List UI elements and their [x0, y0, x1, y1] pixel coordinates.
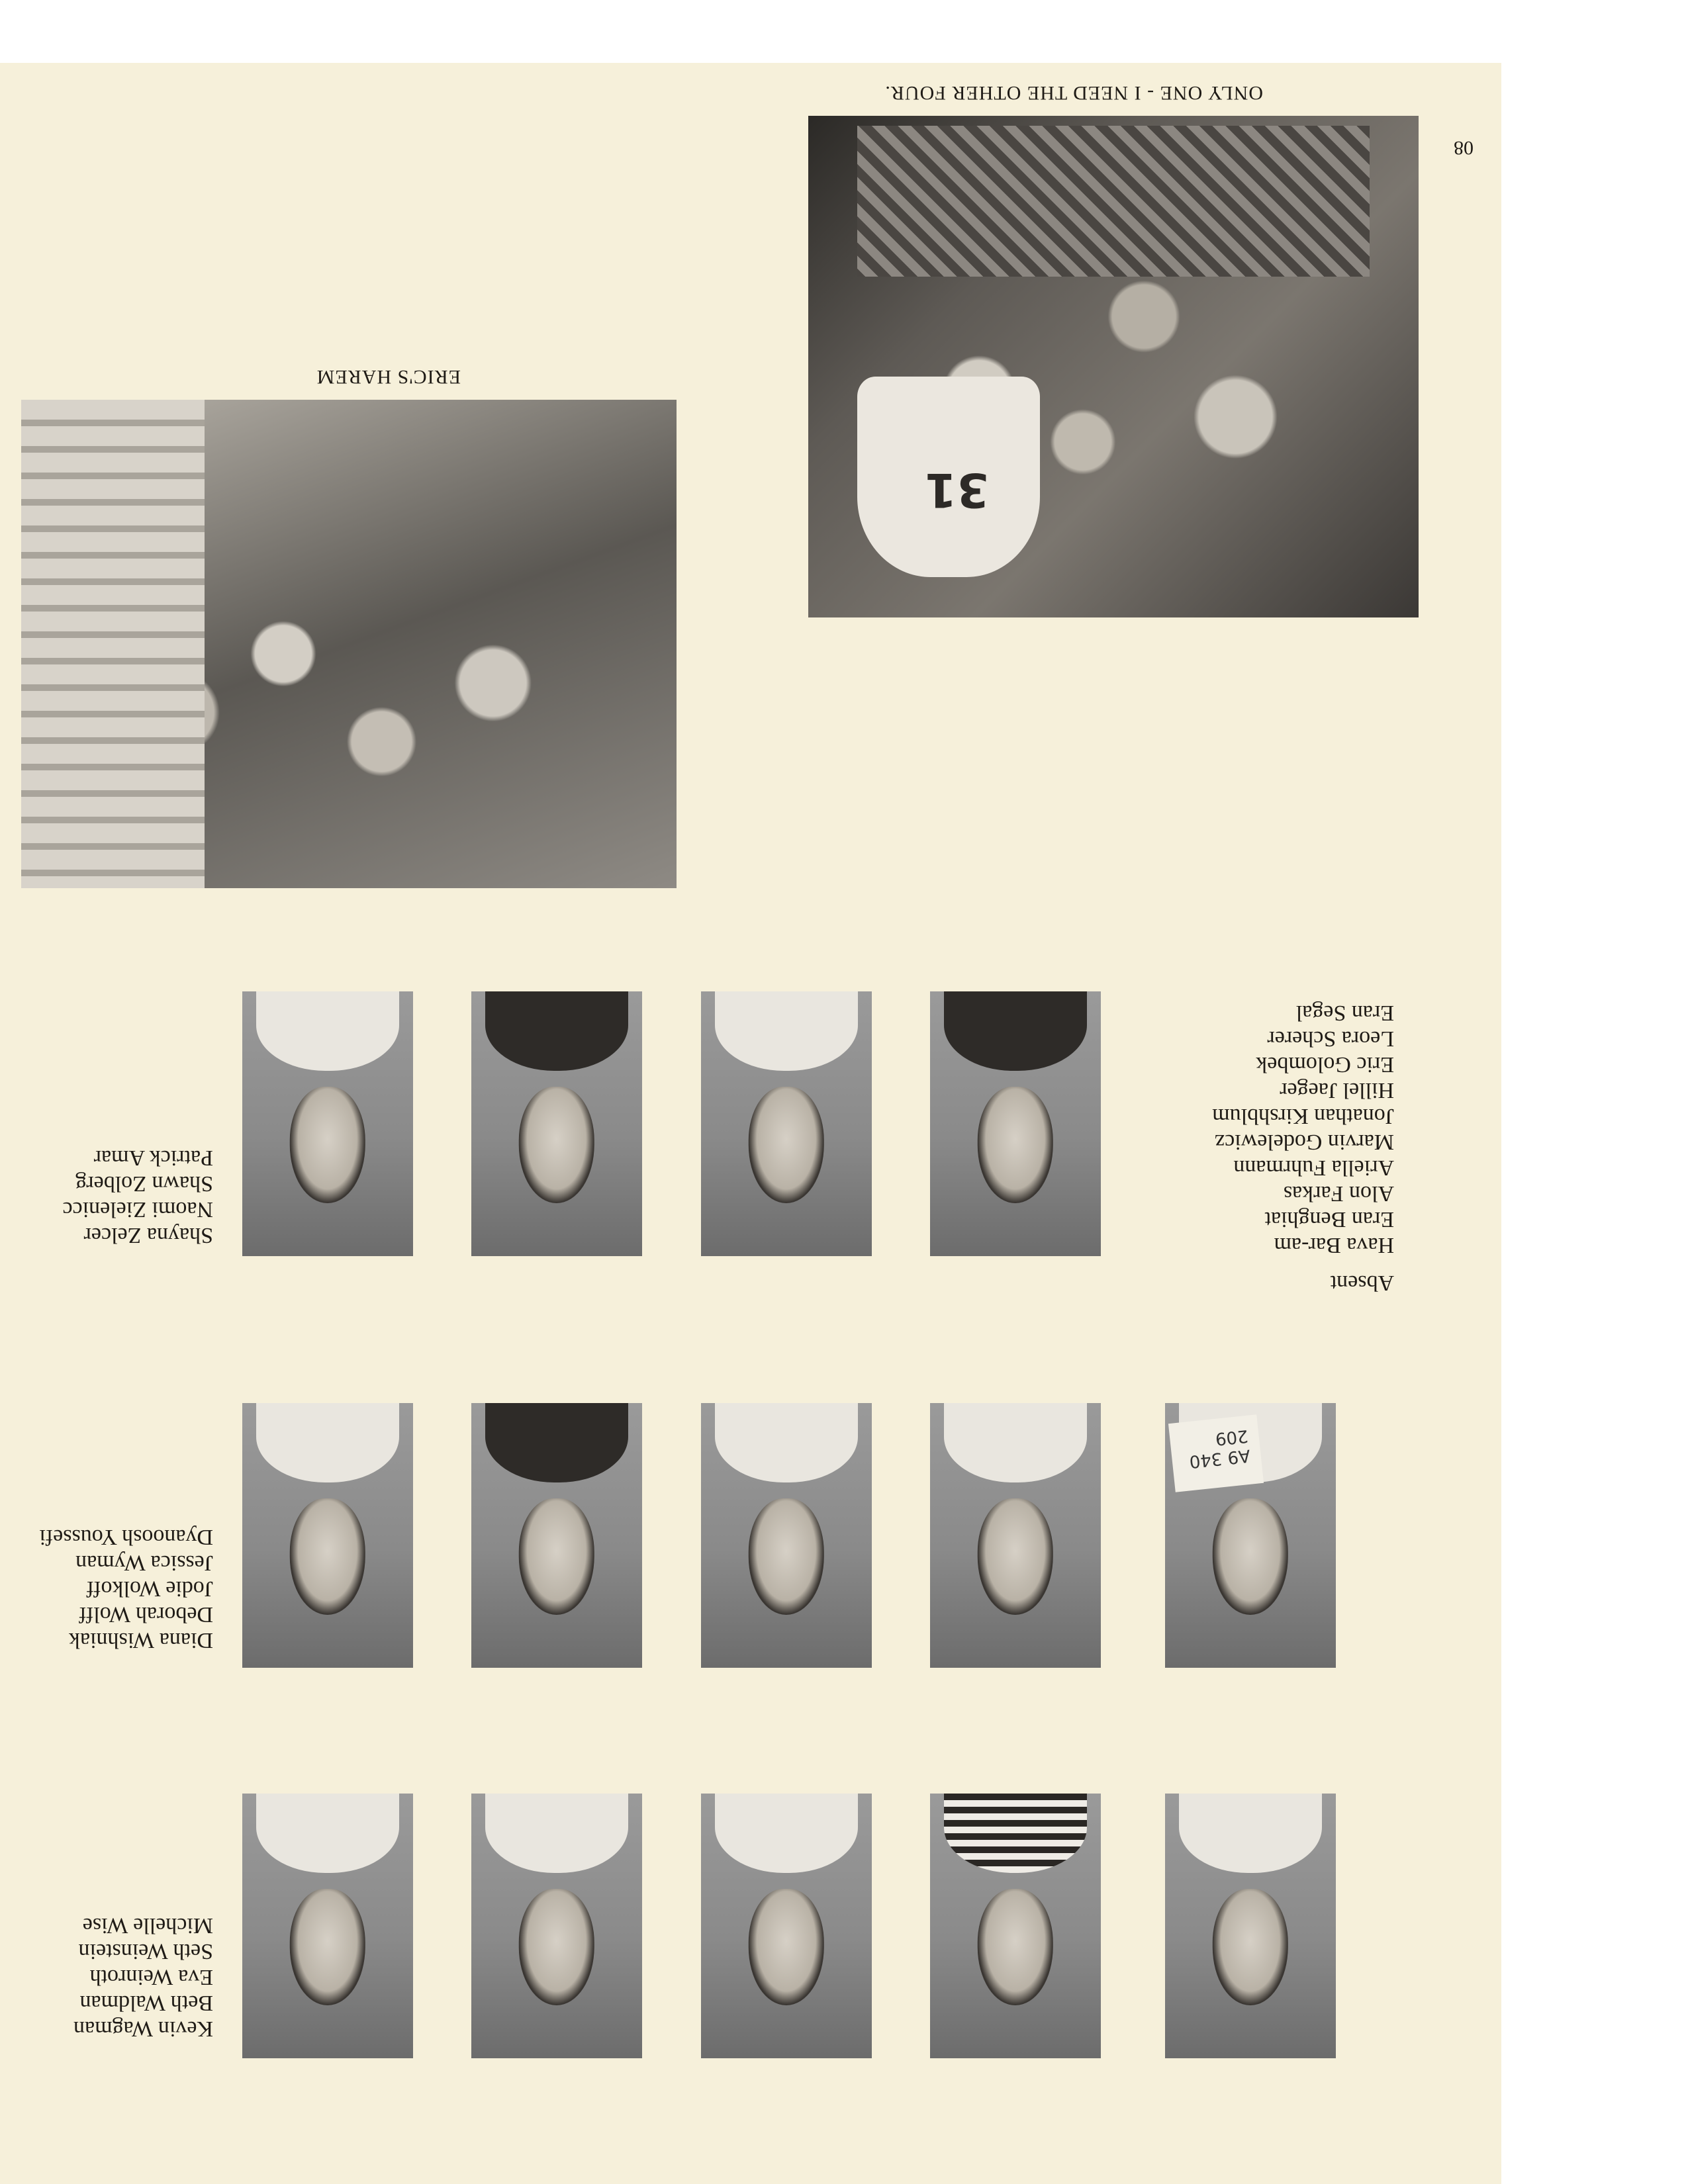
- jersey-number: 31: [924, 463, 989, 518]
- portrait-row2-2: [471, 1403, 642, 1668]
- student-name: Jodie Wolkoff: [86, 1576, 213, 1601]
- student-name: Deborah Wolff: [79, 1602, 213, 1627]
- portrait-row1-2: [471, 1794, 642, 2058]
- portrait-row3-4: [930, 991, 1101, 1256]
- absent-name: Jonathan Kirshblum: [1212, 1104, 1394, 1128]
- student-name: Jessica Wyman: [75, 1551, 213, 1575]
- name-list-row3: [62, 1145, 213, 1248]
- absent-name: Eran Benghiat: [1264, 1207, 1394, 1232]
- student-name: Shawn Zolberg: [75, 1171, 213, 1196]
- student-name: Beth Waldman: [79, 1991, 213, 2015]
- absent-heading: Absent: [1330, 1271, 1394, 1295]
- student-name: Dyanoosh Youssefi: [39, 1525, 213, 1549]
- student-name: Kevin Wagman: [73, 2017, 213, 2041]
- placard-text: A9 340 209: [1188, 1425, 1252, 1472]
- portrait-row2-1: [242, 1403, 413, 1668]
- upside-down-page-content: [0, 63, 1501, 2184]
- student-name: Patrick Amar: [93, 1146, 213, 1170]
- jersey: [857, 377, 1041, 577]
- absent-name: Eric Golombek: [1256, 1052, 1394, 1077]
- group-photo-only-one: [808, 116, 1419, 617]
- caption-only-one: ONLY ONE - I NEED THE OTHER FOUR.: [884, 82, 1263, 104]
- absent-name: Hava Bar-am: [1274, 1233, 1394, 1257]
- yearbook-page: [0, 63, 1501, 2184]
- student-name: Eva Weinroth: [89, 1965, 213, 1989]
- portrait-row2-5: [1165, 1403, 1336, 1668]
- name-list-row1: [73, 1913, 213, 2042]
- group-photo-erics-harem: [21, 400, 677, 888]
- student-name: Shayna Zelcer: [83, 1223, 213, 1248]
- plaid-shirt: [857, 126, 1370, 276]
- portrait-row3-1: [242, 991, 413, 1256]
- portrait-row1-1: [242, 1794, 413, 2058]
- portrait-row2-3: [701, 1403, 872, 1668]
- student-name: Diana Wishniak: [68, 1628, 213, 1653]
- portrait-row1-5: [1165, 1794, 1336, 2058]
- absent-name: Leora Scherer: [1267, 1026, 1394, 1051]
- page-number: 08: [1454, 137, 1474, 159]
- classroom-wall: [21, 400, 205, 888]
- student-name: Seth Weinstein: [78, 1939, 213, 1964]
- portrait-row1-3: [701, 1794, 872, 2058]
- absent-name: Marvin Godelewicz: [1215, 1130, 1394, 1154]
- absent-name: Ariella Fuhrmann: [1233, 1156, 1394, 1180]
- portrait-row3-2: [471, 991, 642, 1256]
- name-list-row2: [39, 1524, 213, 1653]
- student-name: Michelle Wise: [82, 1913, 213, 1938]
- student-name: Naomi Zielenicc: [62, 1197, 213, 1222]
- name-placard: [1168, 1414, 1264, 1492]
- portrait-row1-4: [930, 1794, 1101, 2058]
- absent-list: [1212, 1000, 1394, 1296]
- portrait-row2-4: [930, 1403, 1101, 1668]
- absent-name: Eran Segal: [1295, 1001, 1394, 1025]
- portrait-row3-3: [701, 991, 872, 1256]
- absent-name: Alon Farkas: [1283, 1181, 1394, 1206]
- absent-name: Hillel Jaeger: [1280, 1078, 1394, 1103]
- caption-erics-harem: ERIC'S HAREM: [316, 366, 461, 388]
